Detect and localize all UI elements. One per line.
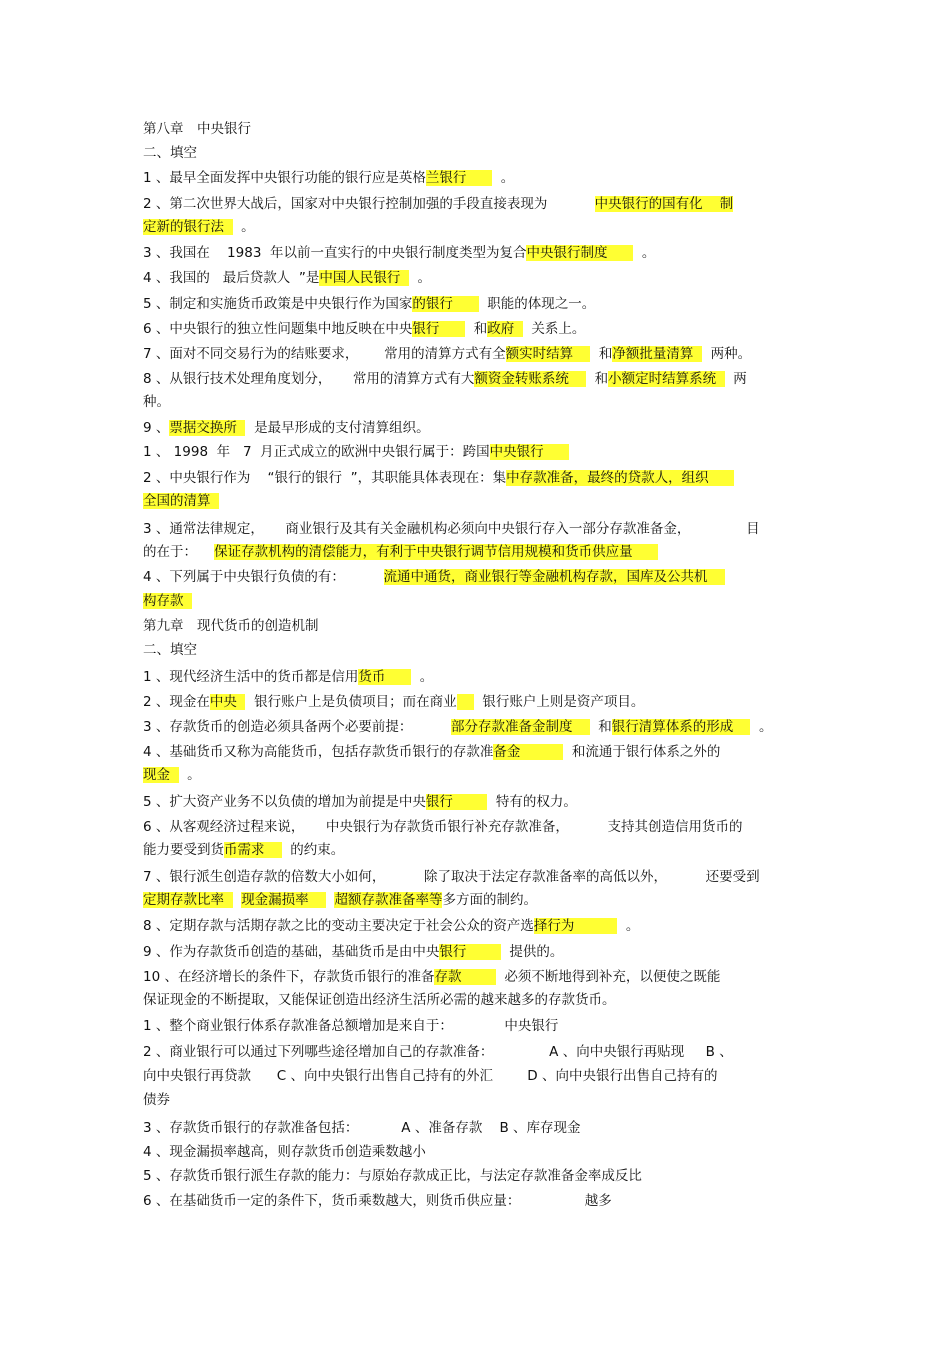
text-segment: 。 (232, 219, 255, 235)
text-segment: 二、填空 (143, 145, 197, 161)
text-line (143, 142, 810, 164)
text-segment: 。 (492, 170, 515, 186)
text-line (143, 615, 810, 637)
text-line (143, 267, 810, 289)
text-segment: 6 、中央银行的独立性问题集中地反映在中央 (143, 321, 413, 337)
text-segment (233, 892, 242, 908)
text-segment: 种。 (143, 394, 170, 410)
text-segment: 关系上。 (522, 321, 586, 337)
highlighted-answer: 的银行 (412, 296, 479, 312)
text-segment: 1 、 1998 年 7 月正式成立的欧洲中央银行属于：跨国 (143, 444, 490, 460)
text-line (143, 167, 810, 189)
text-segment: 8 、从银行技术处理角度划分， 常用的清算方式有大 (143, 371, 475, 387)
text-segment: 3 、存款货币的创造必须具备两个必要前提： (143, 719, 452, 735)
text-line (143, 417, 810, 439)
text-line (143, 293, 810, 315)
text-segment: 5 、扩大资产业务不以负债的增加为前提是中央 (143, 794, 426, 810)
text-segment: 10 、在经济增长的条件下，存款货币银行的准备 (143, 969, 435, 985)
text-segment: 2 、现金在 (143, 694, 210, 710)
text-line (143, 566, 810, 588)
text-segment: 第九章 现代货币的创造机制 (143, 618, 319, 634)
text-segment: 9 、 (143, 420, 170, 436)
text-segment: 多方面的制约。 (442, 892, 537, 908)
highlighted-answer: 中央银行 (489, 444, 570, 460)
text-segment: 9 、作为存款货币创造的基础，基础货币是由中央 (143, 944, 440, 960)
highlighted-answer: 流通中通货，商业银行等金融机构存款，国库及公共机 (383, 569, 725, 585)
text-segment: 1 、整个商业银行体系存款准备总额增加是来自于： 中央银行 (143, 1018, 559, 1034)
text-segment: 1 、现代经济生活中的货币都是信用 (143, 669, 359, 685)
highlighted-answer: 超额存款准备率等 (334, 892, 443, 908)
text-line (143, 791, 810, 813)
text-segment: 2 、商业银行可以通过下列哪些途径增加自己的存款准备： A 、向中央银行再贴现 B 、 (143, 1044, 733, 1060)
text-line (143, 490, 810, 512)
highlighted-answer: 现金漏损率 (241, 892, 326, 908)
text-segment: 3 、我国在 1983 年以前一直实行的中央银行制度类型为复合 (143, 245, 527, 261)
highlighted-answer: 币需求 (224, 842, 282, 858)
text-segment: 两 (724, 371, 747, 387)
text-segment: 8 、定期存款与活期存款之比的变动主要决定于社会公众的资产选 (143, 918, 534, 934)
text-line (143, 518, 810, 540)
highlighted-answer: 兰银行 (425, 170, 493, 186)
text-segment: 第八章 中央银行 (143, 121, 251, 137)
text-line (143, 1165, 810, 1187)
text-segment: 。 (408, 270, 432, 286)
text-segment: 7 、银行派生创造存款的倍数大小如何， 除了取决于法定存款准备率的高低以外， 还要受到 (143, 869, 760, 885)
text-line (143, 1141, 810, 1163)
highlighted-answer: 现金 (143, 767, 179, 783)
text-line (143, 590, 810, 612)
highlighted-answer: 银行 (425, 794, 488, 810)
text-line (143, 839, 810, 861)
highlighted-answer: 部分存款准备金制度 (451, 719, 590, 735)
text-line (143, 741, 810, 763)
text-segment: 保证现金的不断提取，又能保证创造出经济生活所必需的越来越多的存款货币。 (143, 992, 616, 1008)
text-segment: 1 、最早全面发挥中央银行功能的银行应是英格 (143, 170, 426, 186)
highlighted-answer: 备金 (493, 744, 564, 760)
text-segment: 4 、现金漏损率越高，则存款货币创造乘数越小 (143, 1144, 426, 1160)
text-segment: 能力要受到货 (143, 842, 224, 858)
text-segment: 二、填空 (143, 642, 197, 658)
text-segment: 。 (633, 245, 656, 261)
text-segment: 4 、下列属于中央银行负债的有： (143, 569, 384, 585)
text-segment: 是最早形成的支付清算组织。 (245, 420, 430, 436)
text-line (143, 816, 810, 838)
highlighted-answer: 票据交换所 (169, 420, 246, 436)
text-line (143, 193, 810, 215)
text-segment: 4 、基础货币又称为高能货币，包括存款货币银行的存款准 (143, 744, 494, 760)
text-line (143, 989, 810, 1011)
highlighted-answer: 净额批量清算 (612, 346, 702, 362)
text-line (143, 941, 810, 963)
text-segment: 。 (411, 669, 434, 685)
highlighted-answer: 全国的清算 (143, 493, 220, 509)
text-segment: 7 、面对不同交易行为的结账要求， 常用的清算方式有全 (143, 346, 506, 362)
highlighted-answer: 银行 (412, 321, 466, 337)
text-line (143, 691, 810, 713)
text-segment: 特有的权力。 (487, 794, 577, 810)
highlighted-answer: 中央 (209, 694, 246, 710)
text-line (143, 1041, 810, 1063)
highlighted-answer: 银行清算体系的形成 (611, 719, 751, 735)
highlighted-answer: 银行 (439, 944, 501, 960)
text-segment: 两种。 (702, 346, 752, 362)
highlighted-answer: 择行为 (533, 918, 618, 934)
text-line (143, 391, 810, 413)
highlighted-answer: 小额定时结算系统 (608, 371, 725, 387)
text-line (143, 639, 810, 661)
highlighted-answer: 存款 (434, 969, 496, 985)
highlighted-answer (457, 694, 474, 710)
text-segment: 银行账户上是负债项目；而在商业 (245, 694, 457, 710)
highlighted-answer: 定期存款比率 (143, 892, 233, 908)
text-segment: 5 、存款货币银行派生存款的能力：与原始存款成正比，与法定存款准备金率成反比 (143, 1168, 642, 1184)
text-segment: 6 、在基础货币一定的条件下，货币乘数越大，则货币供应量： 越多 (143, 1193, 612, 1209)
text-line (143, 343, 810, 365)
text-segment: 职能的体现之一。 (478, 296, 596, 312)
text-segment: 4 、我国的 最后贷款人 ”是 (143, 270, 320, 286)
text-line (143, 716, 810, 738)
text-line (143, 318, 810, 340)
text-segment: 银行账户上则是资产项目。 (473, 694, 645, 710)
text-segment: 和流通于银行体系之外的 (563, 744, 721, 760)
highlighted-answer: 中国人民银行 (319, 270, 409, 286)
text-segment: 3 、通常法律规定， 商业银行及其有关金融机构必须向中央银行存入一部分存款准备金， 目 (143, 521, 760, 537)
text-line (143, 242, 810, 264)
text-segment: 2 、中央银行作为 “银行的银行 ”，其职能具体表现在：集 (143, 470, 507, 486)
text-segment: 和 (589, 719, 612, 735)
text-segment: 和 (465, 321, 488, 337)
text-line (143, 1089, 810, 1111)
text-line (143, 1190, 810, 1212)
highlighted-answer: 货币 (358, 669, 412, 685)
text-segment: 3 、存款货币银行的存款准备包括： A 、准备存款 B 、库存现金 (143, 1120, 581, 1136)
text-line (143, 1015, 810, 1037)
highlighted-answer: 构存款 (143, 593, 193, 609)
text-line (143, 666, 810, 688)
highlighted-answer: 政府 (487, 321, 523, 337)
text-segment: 。 (178, 767, 201, 783)
text-segment: 的在于： (143, 544, 215, 560)
highlighted-answer: 额实时结算 (505, 346, 591, 362)
text-segment: 债券 (143, 1092, 170, 1108)
text-segment: 。 (617, 918, 640, 934)
text-line (143, 764, 810, 786)
highlighted-answer: 额资金转账系统 (474, 371, 587, 387)
text-segment: 向中央银行再贷款 C 、向中央银行出售自己持有的外汇 D 、向中央银行出售自己持有的 (143, 1068, 718, 1084)
highlighted-answer: 定新的银行法 (143, 219, 233, 235)
text-segment: 必须不断地得到补充，以便使之既能 (495, 969, 721, 985)
text-line (143, 541, 810, 563)
text-segment: 提供的。 (500, 944, 564, 960)
text-line (143, 368, 810, 390)
text-line (143, 915, 810, 937)
text-segment: 5 、制定和实施货币政策是中央银行作为国家 (143, 296, 413, 312)
text-line (143, 889, 810, 911)
highlighted-answer: 中央银行制度 (526, 245, 634, 261)
text-line (143, 441, 810, 463)
text-segment: 和 (586, 371, 609, 387)
text-segment: 6 、从客观经济过程来说， 中央银行为存款货币银行补充存款准备， 支持其创造信用货币的 (143, 819, 743, 835)
text-segment: 2 、第二次世界大战后，国家对中央银行控制加强的手段直接表现为 (143, 196, 595, 212)
text-line (143, 118, 810, 140)
highlighted-answer: 保证存款机构的清偿能力，有利于中央银行调节信用规模和货币供应量 (214, 544, 659, 560)
text-segment: 。 (750, 719, 773, 735)
text-segment: 的约束。 (281, 842, 345, 858)
text-line (143, 1117, 810, 1139)
text-line (143, 1065, 810, 1087)
text-segment: 和 (590, 346, 613, 362)
text-line (143, 467, 810, 489)
text-line (143, 866, 810, 888)
text-line (143, 216, 810, 238)
highlighted-answer: 中央银行的国有化 制 (594, 196, 734, 212)
text-line (143, 966, 810, 988)
highlighted-answer: 中存款准备，最终的贷款人，组织 (506, 470, 735, 486)
